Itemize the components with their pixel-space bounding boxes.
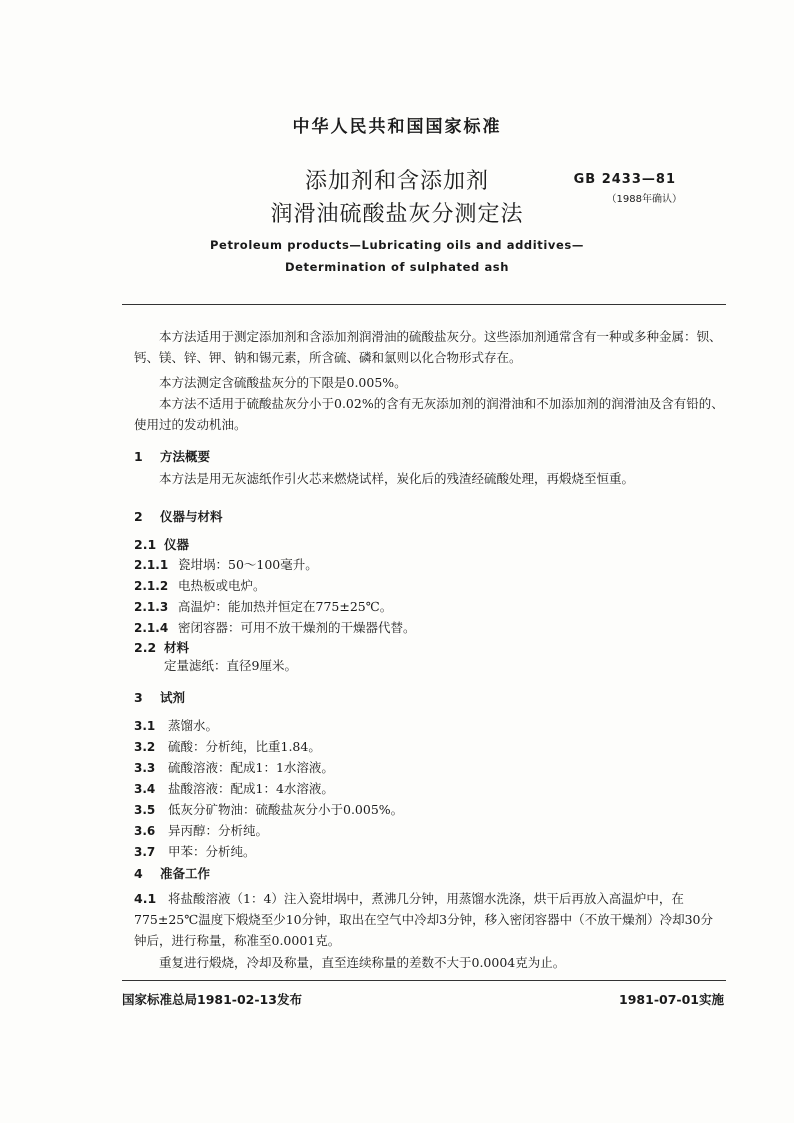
- item-text: 密闭容器：可用不放干燥剂的干燥器代替。: [178, 620, 416, 635]
- section-title: 方法概要: [160, 449, 211, 464]
- section-number: 4: [134, 866, 143, 881]
- section-title: 准备工作: [160, 866, 211, 881]
- section-number: 2.2: [134, 640, 157, 655]
- section-title: 材料: [164, 640, 190, 655]
- item-text: 异丙醇：分析纯。: [168, 823, 269, 838]
- item-text: 蒸馏水。: [168, 718, 219, 733]
- subsection-2-1-heading: [134, 535, 189, 553]
- item-text: 甲苯：分析纯。: [168, 844, 256, 859]
- section-4-heading: [134, 864, 210, 882]
- item-3-4: [134, 779, 334, 797]
- item-4-1-continued: 重复进行煅烧，冷却及称量，直至连续称量的差数不大于0.0004克为止。: [159, 955, 566, 970]
- item-4-1: [134, 888, 724, 951]
- intro-paragraph-2: 本方法测定含硫酸盐灰分的下限是0.005%。: [159, 375, 407, 390]
- item-text: 将盐酸溶液（1：4）注入瓷坩埚中，煮沸几分钟，用蒸馏水洗涤，烘干后再放入高温炉中，在775±25℃温度下煅烧至少10分钟，取出在空气中冷却3分钟，移入密闭容器中（不放干燥剂）冷却30分钟后，进行称量，称准至0.0001克。: [134, 891, 713, 948]
- item-number: 3.1: [134, 719, 156, 733]
- item-number: 2.1.3: [134, 600, 169, 614]
- section-1-text: 本方法是用无灰滤纸作引火芯来燃烧试样，炭化后的残渣经硫酸处理，再煅烧至恒重。: [159, 471, 635, 486]
- item-number: 2.1.4: [134, 621, 169, 635]
- item-number: 3.7: [134, 845, 156, 859]
- issue-date: 国家标准总局1981-02-13发布: [122, 992, 302, 1007]
- item-2-1-4: [134, 618, 416, 636]
- item-number: 3.3: [134, 761, 156, 775]
- item-number: 3.5: [134, 803, 156, 817]
- item-3-3: [134, 758, 334, 776]
- title-line-1: 添加剂和含添加剂: [304, 169, 489, 194]
- item-3-1: [134, 716, 218, 734]
- item-number: 3.2: [134, 740, 156, 754]
- item-text: 电热板或电炉。: [178, 578, 266, 593]
- item-number: 3.4: [134, 782, 156, 796]
- subsection-2-2-text: 定量滤纸：直径9厘米。: [164, 658, 297, 673]
- issuing-country-heading: 中华人民共和国国家标准: [292, 117, 502, 137]
- item-text: 高温炉：能加热并恒定在775±25℃。: [178, 599, 393, 614]
- section-title: 试剂: [160, 690, 186, 705]
- item-3-5: [134, 800, 403, 818]
- subsection-2-2-heading: [134, 638, 189, 656]
- section-number: 2.1: [134, 537, 157, 552]
- title-line-2: 润滑油硫酸盐灰分测定法: [270, 202, 524, 227]
- intro-paragraph-3: 本方法不适用于硫酸盐灰分小于0.02%的含有无灰添加剂的润滑油和不加添加剂的润滑油及含有铅的、使用过的发动机油。: [134, 396, 724, 432]
- english-title-line-1: Petroleum products—Lubricating oils and additives—: [210, 238, 584, 252]
- effective-date: 1981-07-01实施: [619, 992, 724, 1007]
- section-title: 仪器: [164, 537, 190, 552]
- item-number: 3.6: [134, 824, 156, 838]
- standard-number: GB 2433—81: [573, 172, 676, 187]
- intro-paragraph-1: 本方法适用于测定添加剂和含添加剂润滑油的硫酸盐灰分。这些添加剂通常含有一种或多种金属：钡、钙、镁、锌、钾、钠和锡元素，所含硫、磷和氯则以化合物形式存在。: [134, 329, 722, 365]
- item-2-1-1: [134, 555, 318, 573]
- header-divider: [122, 304, 726, 305]
- item-number: 2.1.2: [134, 579, 169, 593]
- item-2-1-3: [134, 597, 392, 615]
- section-number: 2: [134, 509, 143, 524]
- confirmation-note: （1988年确认）: [606, 194, 682, 205]
- item-3-6: [134, 821, 268, 839]
- item-text: 瓷坩埚：50～100毫升。: [178, 557, 318, 572]
- item-number: 4.1: [134, 891, 157, 906]
- item-3-2: [134, 737, 321, 755]
- section-title: 仪器与材料: [160, 509, 223, 524]
- item-text: 硫酸溶液：配成1：1水溶液。: [168, 760, 334, 775]
- item-text: 硫酸：分析纯，比重1.84。: [168, 739, 321, 754]
- section-number: 1: [134, 449, 143, 464]
- item-2-1-2: [134, 576, 266, 594]
- item-text: 低灰分矿物油：硫酸盐灰分小于0.005%。: [168, 802, 404, 817]
- section-3-heading: [134, 688, 185, 706]
- item-text: 盐酸溶液：配成1：4水溶液。: [168, 781, 334, 796]
- item-3-7: [134, 842, 256, 860]
- section-number: 3: [134, 690, 143, 705]
- section-1-heading: [134, 447, 210, 465]
- footer-divider: [122, 980, 726, 981]
- section-2-heading: [134, 507, 223, 525]
- item-number: 2.1.1: [134, 558, 169, 572]
- english-title-line-2: Determination of sulphated ash: [284, 260, 510, 274]
